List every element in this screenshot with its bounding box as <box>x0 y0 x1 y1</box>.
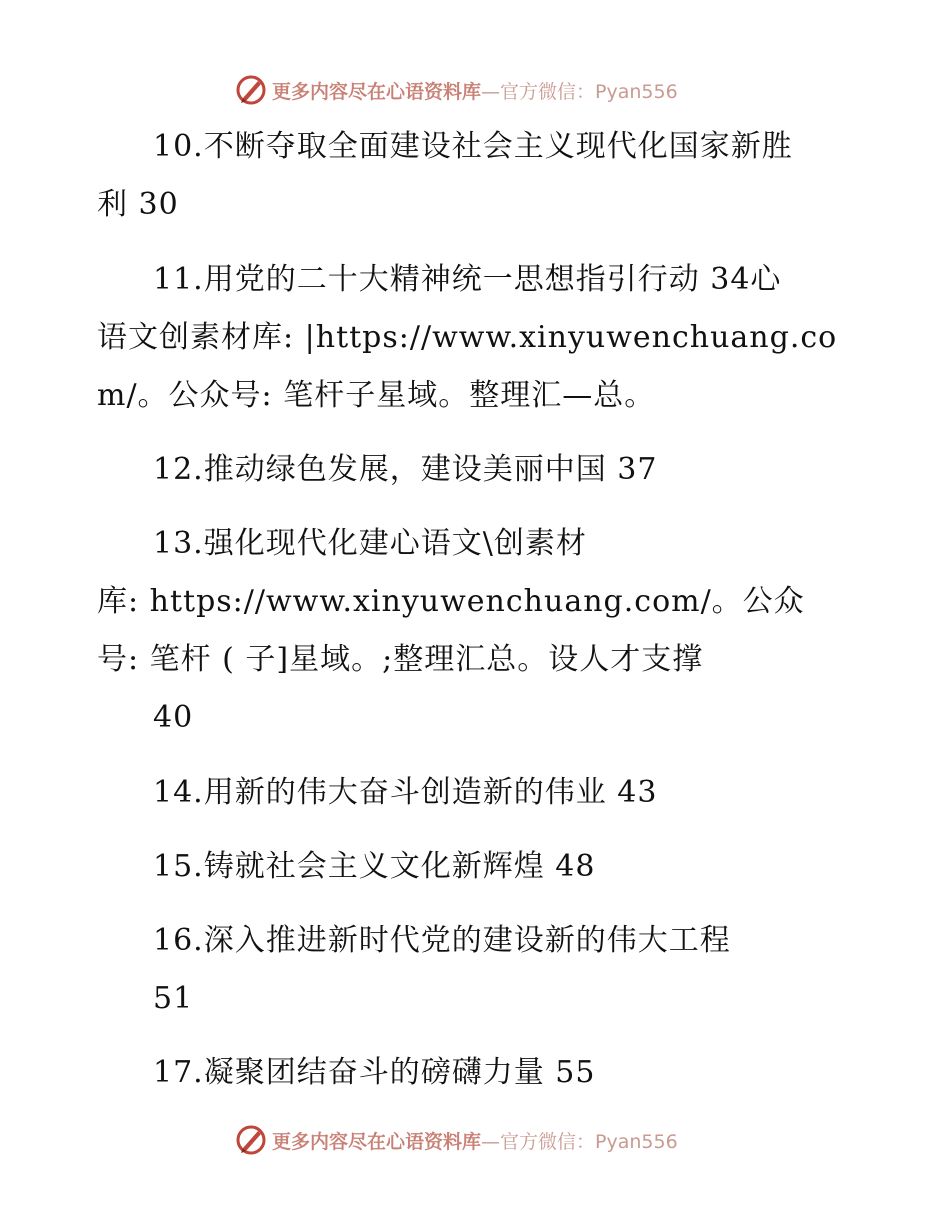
toc-line: m/。公众号: 笔杆子星域。整理汇—总。 <box>97 378 656 413</box>
toc-line: 17.凝聚团结奋斗的磅礴力量 55 <box>153 1055 596 1090</box>
watermark-text <box>272 1127 678 1154</box>
watermark-footer <box>234 1122 678 1158</box>
toc-line: 40 <box>153 700 194 735</box>
toc-line: 11.用党的二十大精神统一思想指引行动 34心 <box>153 262 782 297</box>
pen-logo-icon <box>234 1123 268 1157</box>
toc-line: 13.强化现代化建心语文\创素材 <box>153 526 587 561</box>
watermark-text <box>272 77 678 104</box>
watermark-header <box>234 72 678 108</box>
toc-line: 号: 笔杆 ( 子]星域。;整理汇总。设人才支撑 <box>97 642 704 677</box>
watermark-brand: 更多内容尽在心语资料库 <box>272 80 482 103</box>
toc-line: 库: https://www.xinyuwenchuang.com/。公众 <box>97 584 805 619</box>
toc-line: 51 <box>153 981 194 1016</box>
toc-line: 14.用新的伟大奋斗创造新的伟业 43 <box>153 775 658 810</box>
toc-line: 16.深入推进新时代党的建设新的伟大工程 <box>153 923 731 958</box>
watermark-contact: —官方微信：Pyan556 <box>481 1130 678 1153</box>
toc-line: 10.不断夺取全面建设社会主义现代化国家新胜 <box>153 129 793 164</box>
watermark-brand: 更多内容尽在心语资料库 <box>272 1130 482 1153</box>
toc-line: 语文创素材库: |https://www.xinyuwenchuang.co <box>97 320 838 355</box>
toc-line: 12.推动绿色发展，建设美丽中国 37 <box>153 452 658 487</box>
toc-line: 利 30 <box>97 187 179 222</box>
toc-line: 15.铸就社会主义文化新辉煌 48 <box>153 849 596 884</box>
pen-logo-icon <box>234 73 268 107</box>
watermark-contact: —官方微信：Pyan556 <box>481 80 678 103</box>
